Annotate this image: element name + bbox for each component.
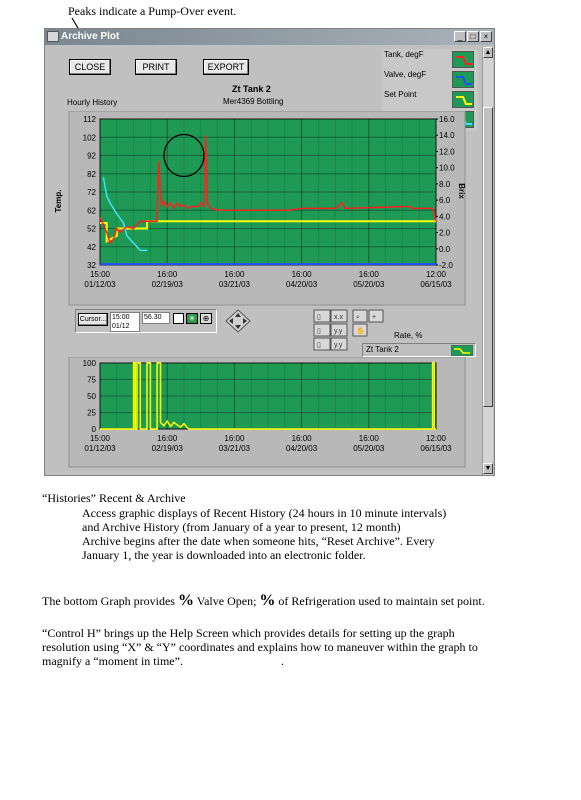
y2-tick-label: -2.0 [439,261,453,270]
x-tick-date: 03/21/03 [218,280,250,289]
cursor-timestamp [110,312,140,332]
y2-tick-label: 16.0 [439,115,455,124]
bottom-graph-note [42,594,485,608]
x-tick-time: 15:00 [89,270,111,279]
rate-chart [47,357,481,469]
pan-diamond-icon[interactable] [225,309,251,333]
app-icon [47,31,59,42]
title-bar[interactable] [45,29,494,45]
y-tick-label: 102 [82,133,96,143]
rate-label: Rate, % [394,331,423,340]
scroll-thumb[interactable] [483,107,493,407]
svg-text:▯: ▯ [317,328,321,335]
scroll-up-icon[interactable]: ▲ [484,48,492,56]
y-tick-label: 72 [87,188,96,197]
x-tick-date: 02/19/03 [151,444,183,453]
y-tick-label: 100 [82,359,96,368]
legend-swatch-tank [452,51,474,68]
x-tick-time: 16:00 [157,434,178,443]
svg-text:y.y: y.y [334,328,343,335]
window-title: Archive Plot [61,31,120,42]
x-tick-time: 16:00 [358,270,379,279]
x-tick-date: 03/21/03 [218,444,250,453]
svg-text:⌕: ⌕ [356,314,360,321]
x-tick-date: 04/20/03 [286,280,318,289]
percent-symbol: % [259,592,276,609]
doc-line: resolution using “X” & “Y” coordinates and explains how to maneuver within the graph to [42,640,478,654]
rate-selector[interactable] [362,343,476,357]
minimize-icon[interactable]: _ [454,31,466,42]
y-tick-label: 50 [87,392,96,401]
close-window-icon[interactable]: × [480,31,492,42]
legend-item-setpoint [384,90,476,109]
x-tick-date: 06/15/03 [420,280,452,289]
scroll-down-icon[interactable]: ▼ [484,464,492,472]
y2-tick-label: 0.0 [439,244,451,254]
y-tick-label: 82 [87,169,96,179]
rate-tank-name: Zt Tank 2 [366,345,399,354]
svg-text:y.y: y.y [334,342,343,349]
doc-line: Archive begins after the date when someone hits, “Reset Archive”. Every [82,534,435,548]
cursor-crosshair-icon[interactable]: ✳ [186,313,198,324]
temperature-brix-chart [47,111,481,307]
y-tick-label: 112 [83,115,96,124]
x-tick-time: 16:00 [157,270,178,279]
legend-label: Tank, degF [384,50,424,59]
x-tick-time: 16:00 [224,434,245,443]
maximize-icon[interactable]: □ [467,31,479,42]
chart-subtitle: Mer4369 Bottling [223,97,284,106]
rate-swatch [451,345,473,356]
doc-line: and Archive History (from January of a year to present, 12 month) [82,520,401,534]
y-tick-label: 75 [87,375,96,385]
legend-item-valve [384,70,476,89]
export-button[interactable]: EXPORT [203,59,249,75]
x-tick-date: 01/12/03 [84,280,116,289]
pump-over-annotation: Peaks indicate a Pump-Over event. [68,4,237,18]
doc-text: The bottom Graph provides [42,594,178,608]
x-tick-date: 01/12/03 [84,444,116,453]
doc-line: magnify a “moment in time”. [42,654,183,668]
legend-label: Valve, degF [384,70,427,79]
x-tick-time: 16:00 [291,434,312,443]
close-button[interactable]: CLOSE [69,59,111,75]
svg-text:▯: ▯ [317,342,321,349]
plot-client-area [47,47,481,475]
legend-swatch-valve [452,71,474,88]
vertical-scrollbar[interactable] [482,47,493,475]
cursor-date: 01/12 [112,323,130,330]
doc-line: Access graphic displays of Recent History (24 hours in 10 minute intervals) [82,506,447,520]
cursor-button[interactable]: Cursor... [78,313,108,326]
y-tick-label: 92 [87,151,96,161]
y2-tick-label: 4.0 [439,212,451,222]
legend-swatch-setpoint [452,91,474,108]
y2-tick-label: 10.0 [439,163,455,173]
x-tick-time: 12:00 [425,434,447,443]
x-tick-time: 16:00 [291,270,312,279]
svg-text:+: + [372,314,377,321]
x-tick-time: 12:00 [425,270,447,279]
y2-tick-label: 14.0 [439,131,455,141]
archive-plot-window [44,28,495,476]
svg-text:x.x: x.x [334,314,343,321]
x-tick-time: 15:00 [89,434,111,443]
tank-name: Zt Tank 2 [232,84,271,94]
trailing-dot: . [281,654,284,668]
y-tick-label: 62 [87,206,96,216]
cursor-time: 15:00 [112,314,130,321]
y-tick-label: 25 [87,408,96,418]
x-tick-date: 06/15/03 [420,444,452,453]
y-axis-label: Temp. [54,189,63,213]
x-tick-date: 04/20/03 [286,444,318,453]
y2-axis-label: Brix [457,183,466,199]
x-tick-date: 02/19/03 [151,280,183,289]
doc-line: “Control H” brings up the Help Screen which provides details for setting up the graph [42,626,455,640]
y2-tick-label: 6.0 [439,196,451,206]
doc-text: of Refrigeration used to maintain set point. [275,594,485,608]
svg-text:✋: ✋ [356,328,365,335]
y2-tick-label: 2.0 [439,228,451,238]
history-mode-label: Hourly History [67,98,118,107]
doc-text: Valve Open; [193,594,260,608]
y2-tick-label: 12.0 [439,147,455,157]
print-button[interactable]: PRINT [135,59,177,75]
legend-item-tank [384,50,476,69]
y2-tick-label: 8.0 [439,179,451,189]
doc-line: January 1, the year is downloaded into an electronic folder. [82,548,366,562]
x-tick-time: 16:00 [224,270,245,279]
x-tick-date: 05/20/03 [353,444,385,453]
percent-symbol: % [177,592,194,609]
legend-label: Set Point [384,90,417,99]
cursor-value: 56.30 [142,312,170,324]
histories-description [82,506,446,562]
y-tick-label: 0 [91,425,96,434]
y-tick-label: 42 [87,242,96,252]
x-tick-time: 16:00 [358,434,379,443]
y-tick-label: 32 [87,261,96,270]
cursor-style-icon[interactable] [173,313,184,324]
svg-text:▯: ▯ [317,314,321,321]
y-tick-label: 52 [87,224,96,234]
control-h-note [42,626,478,668]
x-tick-date: 05/20/03 [353,280,385,289]
cursor-lock-icon[interactable]: ⊕ [200,313,212,324]
cursor-panel [75,309,217,333]
histories-heading: “Histories” Recent & Archive [42,491,186,505]
